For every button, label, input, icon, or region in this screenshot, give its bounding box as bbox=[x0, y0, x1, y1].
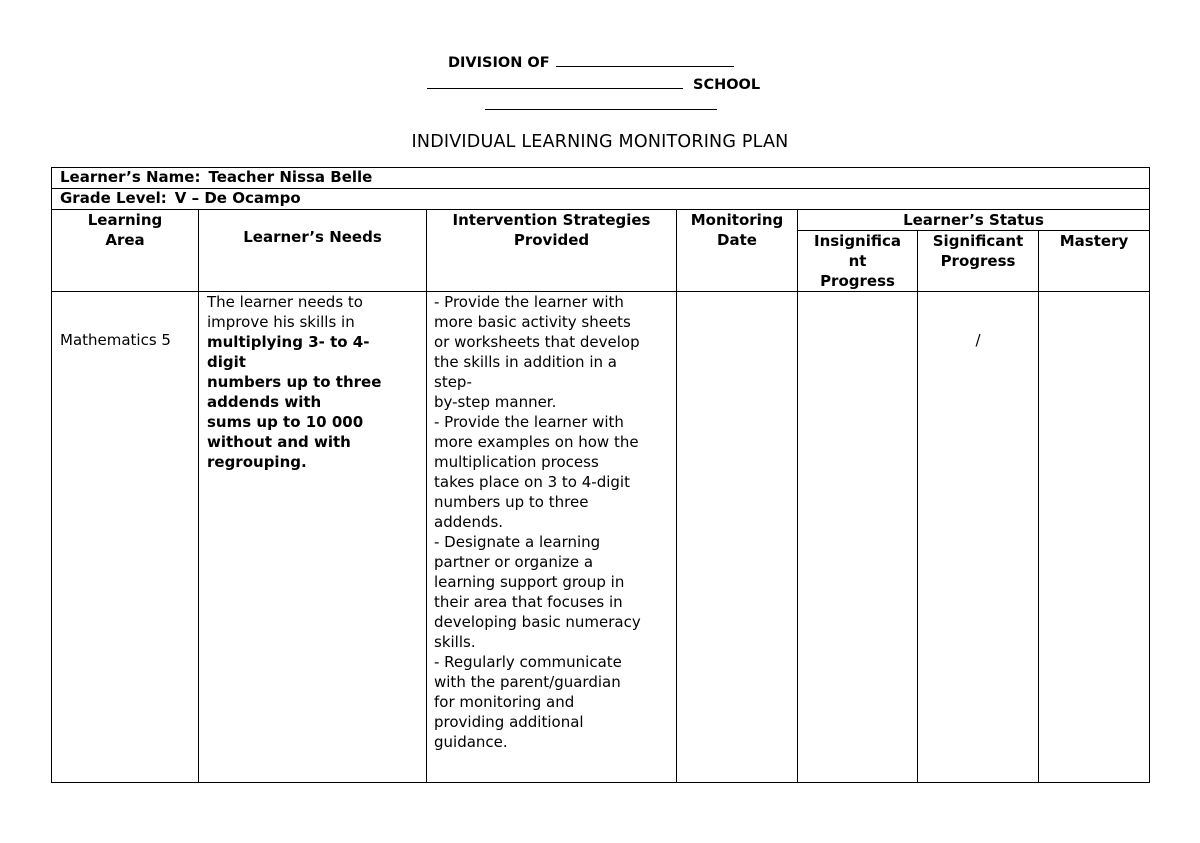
col-intervention: Intervention Strategies Provided bbox=[427, 210, 677, 292]
grade-level-row bbox=[52, 189, 1150, 210]
learner-name-cell bbox=[52, 168, 1150, 189]
significant-progress-cell bbox=[918, 292, 1039, 783]
learner-name-row bbox=[52, 168, 1150, 189]
school-label: SCHOOL bbox=[693, 77, 761, 93]
col-significant-progress: Significant Progress bbox=[918, 231, 1039, 292]
insignificant-progress-cell bbox=[798, 292, 918, 783]
col-monitoring-date: Monitoring Date bbox=[677, 210, 798, 292]
grade-level-value: V – De Ocampo bbox=[174, 189, 301, 207]
division-line bbox=[448, 52, 1200, 72]
monitoring-plan-table bbox=[51, 167, 1150, 783]
col-learners-status: Learner’s Status bbox=[798, 210, 1150, 231]
table-row bbox=[52, 292, 1150, 783]
intervention-strategies-cell: - Provide the learner with more basic activity sheets or worksheets that develop the skills in addition in a step- by-step manner. - Provide the learner with more examples on how the multiplication process takes place on 3 to 4-digit numbers up to three addends. - Designate a learning partner or organize a learning support group in their area that focuses in developing basic numeracy skills. - Regularly communicate with the parent/guardian for monitoring and providing additional guidance. bbox=[427, 292, 677, 783]
school-blank bbox=[427, 74, 683, 89]
school-line bbox=[427, 74, 1200, 94]
address-blank bbox=[485, 95, 717, 110]
mastery-cell bbox=[1039, 292, 1150, 783]
page-title: INDIVIDUAL LEARNING MONITORING PLAN bbox=[411, 132, 789, 152]
grade-level-label: Grade Level: bbox=[60, 189, 167, 207]
col-learners-needs: Learner’s Needs bbox=[199, 210, 427, 292]
header-row-1 bbox=[52, 210, 1150, 231]
grade-level-cell bbox=[52, 189, 1150, 210]
col-mastery: Mastery bbox=[1039, 231, 1150, 292]
progress-check-mark: / bbox=[975, 331, 981, 349]
col-learning-area: Learning Area bbox=[52, 210, 199, 292]
monitoring-date-cell bbox=[677, 292, 798, 783]
col-insignificant-progress: Insignifica nt Progress bbox=[798, 231, 918, 292]
division-blank bbox=[556, 52, 734, 67]
blank-line bbox=[485, 95, 1200, 115]
learners-needs-cell: The learner needs to improve his skills in multiplying 3- to 4- digit numbers up to three addends with sums up to 10 000 without and with regrouping. bbox=[199, 292, 427, 783]
division-label: DIVISION OF bbox=[448, 55, 550, 71]
learner-name-label: Learner’s Name: bbox=[60, 168, 201, 186]
learner-name-value: Teacher Nissa Belle bbox=[208, 168, 373, 186]
learning-area-cell: Mathematics 5 bbox=[52, 292, 199, 783]
